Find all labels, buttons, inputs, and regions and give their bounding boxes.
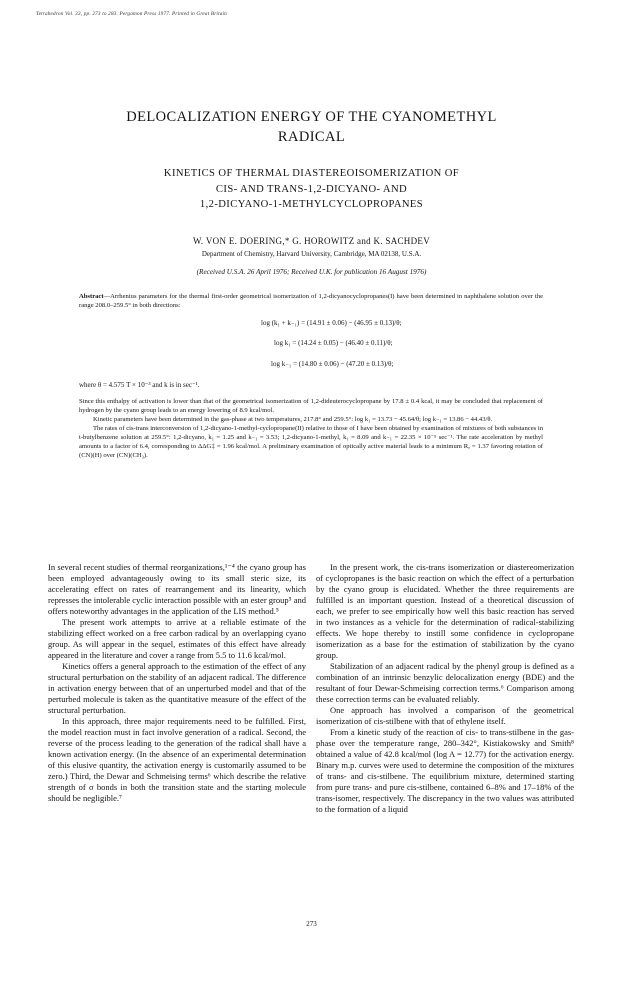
abstract-para-4: The rates of cis-trans interconversion of 1,2-dicyano-1-methyl-cyclopropane(II) relative to those of I have been obtained by examination of mixtures of both substances in t-butylbenzene solution at 259.5°: 1,2-dicyano, k₁ = 1.25 and k₋₁ = 3.53; 1,2-dicyano-1-methyl, k₁ = 8.09 and k₋₁ = 22.35 × 10⁻⁵ sec⁻¹. The rate acceleration by methyl amounts to a factor of 6.4, corresponding to ΔΔG‡ = 1.96 kcal/mol. A preliminary examination of optically active material leads to a minimum Rₐ = 1.37 favoring rotation of (CN)(H) over (CN)(CH₃). (79, 425, 543, 459)
abstract-para-3: Kinetic parameters have been determined in the gas-phase at two temperatures, 217.8° and 259.5°: log k₁ = 13.73 − 45.64/θ; log k₋₁ = 13.86 − 44.43/θ. (93, 416, 493, 423)
subtitle-line-3: 1,2-DICYANO-1-METHYLCYCLOPROPANES (199, 199, 424, 210)
equation-2: log k₁ = (14.24 ± 0.05) − (46.40 ± 0.11)/θ; (274, 339, 393, 347)
body-right-para-3: One approach has involved a comparison of the geometrical isomerization of cis-stilbene with that of ethylene itself. (316, 705, 574, 726)
abstract-text: —Arrhenius parameters for the thermal first-order geometrical isomerization of 1,2-dicyanocyclopropanes(I) have been determined in naphthalene solution over the range 208.0–259.5° in both directions: (79, 293, 543, 309)
body-left-para-1: In several recent studies of thermal reorganizations,¹⁻⁴ the cyano group has been employed advantageously owing to its small steric size, its accelerating effect on rates of rearrangement and its linearity, which represses the intolerable cyclic interaction possible with an ester group⁵ and offers noteworthy advantages in the application of the LIS method.⁵ (48, 562, 306, 616)
title-line-2: RADICAL (277, 129, 346, 145)
abstract-para-2: Since this enthalpy of activation is lower than that of the geometrical isomerization of 1,2-dideuterocyclopropane by 17.8 ± 0.4 kcal, it may be concluded that replacement of hydrogen by the cyano group leads to an energy lowering of 8.9 kcal/mol. (79, 398, 543, 414)
body-left-para-2: The present work attempts to arrive at a reliable estimate of the stabilizing effect worked on a free carbon radical by an overlapping cyano group. As will appear in the sequel, estimates of this effect have already appeared in the literature and cover a range from 5.5 to 11.6 kcal/mol. (48, 617, 306, 660)
equation-where: where θ = 4.575 T × 10⁻³ and k is in sec⁻¹. (79, 381, 200, 389)
body-left-para-3: Kinetics offers a general approach to the estimation of the effect of any structural perturbation on the stability of an adjacent radical. The difference in activation energy between that of an unperturbed model and that of the perturbed molecule is taken as the quantitative measure of the effect of the structural perturbation. (48, 661, 306, 715)
page-number: 273 (306, 920, 317, 928)
abstract-lead: Abstract (79, 293, 104, 300)
subtitle-line-2: CIS- AND TRANS-1,2-DICYANO- AND (215, 183, 408, 195)
running-head: Tetrahedron Vol. 33, pp. 273 to 283. Pergamon Press 1977. Printed in Great Britain (36, 11, 227, 17)
body-right-para-2: Stabilization of an adjacent radical by the phenyl group is defined as a combination of an intrinsic benzylic delocalization energy (BDE) and the resultant of four Dewar-Schmeising correction terms.⁶ Comparison among these correction terms can be evaluated reliably. (316, 661, 574, 704)
equation-3: log k₋₁ = (14.80 ± 0.06) − (47.20 ± 0.13)/θ; (271, 360, 394, 368)
article-title (60, 107, 563, 147)
body-column-right (316, 562, 574, 815)
abstract-intro (79, 292, 543, 310)
body-column-left (48, 562, 306, 804)
article-subtitle (90, 166, 533, 213)
body-right-para-4: From a kinetic study of the reaction of cis- to trans-stilbene in the gas-phase over the temperature range, 280–342°, Kistiakowsky and Smith⁸ obtained a value of 42.8 kcal/mol (log A = 12.77) for the activation energy. Binary m.p. curves were used to determine the composition of the mixtures of trans- and cis-stilbene. The equilibrium mixture, determined starting from pure trans- and pure cis-stilbene, contained 6–8% and 17–18% of the trans-isomer, respectively. The discrepancy in the two values was attributed to the formation of a liquid (316, 727, 574, 814)
body-left-para-4: In this approach, three major requirements need to be fulfilled. First, the model reaction must in fact involve generation of a radical. Second, the reverse of the process leading to the generation of the radical shall have a known activation energy. (In the absence of an experimental determination of this elusive quantity, the activation energy is customarily assumed to be zero.) Third, the Dewar and Schmeising terms⁶ which describe the relative strength of σ bonds in both the transition state and the starting molecule should be negligible.⁷ (48, 716, 306, 803)
abstract-body (79, 397, 543, 460)
subtitle-line-1: KINETICS OF THERMAL DIASTEREOISOMERIZATION OF (163, 168, 460, 179)
title-line-1: DELOCALIZATION ENERGY OF THE CYANOMETHYL (126, 109, 497, 125)
body-right-para-1: In the present work, the cis-trans isomerization or diastereomerization of cyclopropanes is the basic reaction on which the effect of a perturbation by the cyano group is elucidated. Whether the three requirements are fulfilled is an important question. Instead of a theoretical discussion of each, we prefer to see empirically how well this basic reaction has served in two instances as a vehicle for the determination of radical-stabilizing effects. We hope thereby to instill some confidence in cyclopropane isomerization as a base for the estimation of stabilization by the cyano group. (316, 562, 574, 660)
equation-1: log (k₁ + k₋₁) = (14.91 ± 0.06) − (46.95 ± 0.13)/θ; (261, 319, 402, 327)
authors: W. VON E. DOERING,* G. HOROWITZ and K. SACHDEV (192, 236, 431, 246)
affiliation: Department of Chemistry, Harvard University, Cambridge, MA 02138, U.S.A. (201, 250, 422, 258)
received-dates: (Received U.S.A. 26 April 1976; Received U.K. for publication 16 August 1976) (196, 268, 427, 276)
